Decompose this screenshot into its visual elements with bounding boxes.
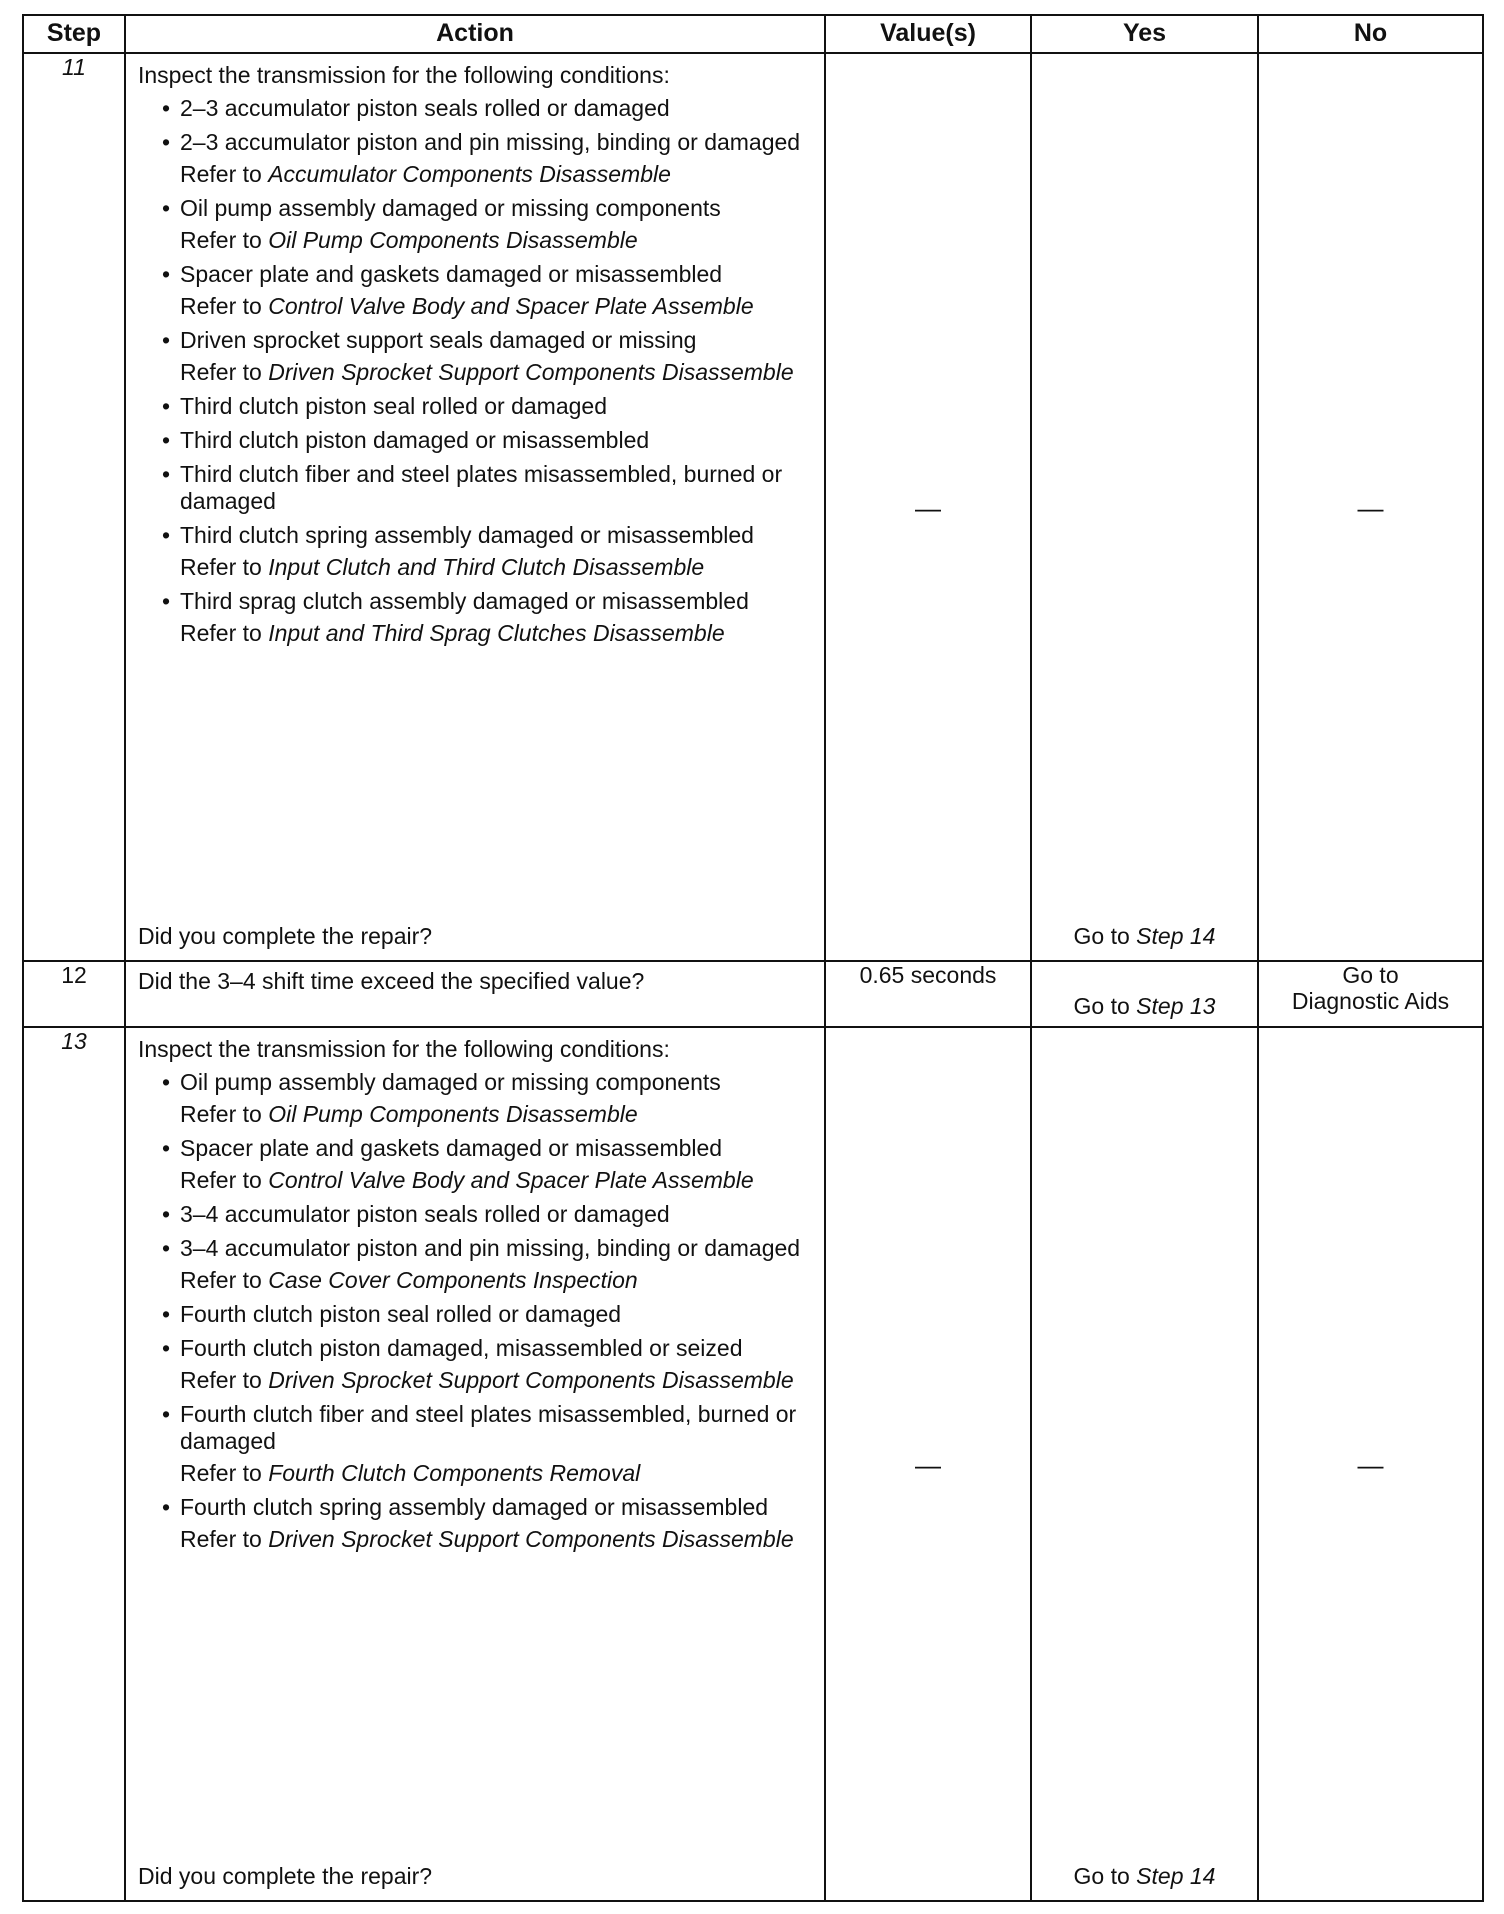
refer-to-line bbox=[160, 359, 814, 386]
shift-time-question: Did the 3–4 shift time exceed the specified value? bbox=[138, 968, 645, 994]
refer-prefix: Refer to bbox=[180, 161, 269, 187]
procedure-reference: Oil Pump Components Disassemble bbox=[268, 227, 638, 253]
procedure-reference: Input and Third Sprag Clutches Disassemble bbox=[268, 620, 725, 646]
goto-prefix: Go to bbox=[1073, 1863, 1130, 1889]
condition-item: • Third clutch piston seal rolled or damaged bbox=[160, 393, 814, 420]
condition-item: • Fourth clutch piston seal rolled or damaged bbox=[160, 1301, 814, 1328]
refer-prefix: Refer to bbox=[180, 620, 269, 646]
refer-to-line bbox=[160, 554, 814, 581]
condition-item: • Third clutch spring assembly damaged or misassembled bbox=[160, 522, 814, 549]
repair-question: Did you complete the repair? bbox=[138, 1863, 433, 1889]
no-cell bbox=[1258, 1027, 1483, 1901]
value-cell bbox=[825, 1027, 1031, 1901]
condition-item: • Spacer plate and gaskets damaged or misassembled bbox=[160, 261, 814, 288]
refer-to-line bbox=[160, 1367, 814, 1394]
condition-item: • Oil pump assembly damaged or missing components bbox=[160, 195, 814, 222]
diagnostic-table bbox=[22, 14, 1484, 1902]
refer-to-line bbox=[160, 1526, 814, 1553]
header-values: Value(s) bbox=[825, 15, 1031, 53]
condition-item: • Driven sprocket support seals damaged or missing bbox=[160, 327, 814, 354]
condition-item: • 3–4 accumulator piston seals rolled or damaged bbox=[160, 1201, 814, 1228]
header-yes: Yes bbox=[1031, 15, 1258, 53]
refer-prefix: Refer to bbox=[180, 1526, 269, 1552]
refer-to-line bbox=[160, 161, 814, 188]
value-dash: — bbox=[915, 493, 941, 523]
refer-to-line bbox=[160, 1101, 814, 1128]
refer-to-line bbox=[160, 227, 814, 254]
yes-goto bbox=[1032, 993, 1257, 1020]
refer-to-line bbox=[160, 1167, 814, 1194]
action-cell bbox=[125, 961, 825, 1027]
refer-prefix: Refer to bbox=[180, 293, 269, 319]
condition-item: • Third clutch piston damaged or misassembled bbox=[160, 427, 814, 454]
procedure-reference: Input Clutch and Third Clutch Disassemble bbox=[268, 554, 705, 580]
action-intro: Inspect the transmission for the following conditions: bbox=[138, 62, 670, 88]
goto-prefix: Go to bbox=[1073, 993, 1130, 1019]
no-dash: — bbox=[1357, 493, 1384, 523]
action-intro: Inspect the transmission for the following conditions: bbox=[138, 1036, 670, 1062]
procedure-reference: Control Valve Body and Spacer Plate Assemble bbox=[268, 1167, 754, 1193]
refer-prefix: Refer to bbox=[180, 227, 269, 253]
procedure-reference: Driven Sprocket Support Components Disassemble bbox=[268, 359, 794, 385]
goto-step-link: Step 13 bbox=[1136, 993, 1216, 1019]
header-row bbox=[23, 15, 1483, 53]
refer-prefix: Refer to bbox=[180, 554, 269, 580]
value-dash: — bbox=[915, 1450, 941, 1480]
condition-item: • Third clutch fiber and steel plates misassembled, burned or damaged bbox=[160, 461, 814, 515]
goto-step-link: Step 14 bbox=[1136, 923, 1216, 949]
refer-to-line bbox=[160, 620, 814, 647]
refer-prefix: Refer to bbox=[180, 1101, 269, 1127]
condition-list bbox=[138, 1069, 814, 1553]
step-number: 11 bbox=[23, 53, 125, 961]
header-no: No bbox=[1258, 15, 1483, 53]
value-cell bbox=[825, 53, 1031, 961]
refer-prefix: Refer to bbox=[180, 1267, 269, 1293]
no-dash: — bbox=[1357, 1450, 1384, 1480]
goto-prefix: Go to bbox=[1073, 923, 1130, 949]
step-number: 12 bbox=[23, 961, 125, 1027]
condition-item: • 2–3 accumulator piston seals rolled or damaged bbox=[160, 95, 814, 122]
table-row-step-13 bbox=[23, 1027, 1483, 1901]
procedure-reference: Control Valve Body and Spacer Plate Assemble bbox=[268, 293, 754, 319]
no-goto-line1: Go to bbox=[1342, 962, 1399, 988]
action-cell bbox=[125, 53, 825, 961]
condition-item: • Third sprag clutch assembly damaged or misassembled bbox=[160, 588, 814, 615]
yes-cell bbox=[1031, 53, 1258, 961]
condition-item: • 2–3 accumulator piston and pin missing, binding or damaged bbox=[160, 129, 814, 156]
table-row-step-12 bbox=[23, 961, 1483, 1027]
condition-item: • Fourth clutch spring assembly damaged or misassembled bbox=[160, 1494, 814, 1521]
refer-prefix: Refer to bbox=[180, 1460, 269, 1486]
refer-to-line bbox=[160, 1460, 814, 1487]
procedure-reference: Accumulator Components Disassemble bbox=[268, 161, 671, 187]
yes-cell bbox=[1031, 961, 1258, 1027]
procedure-reference: Fourth Clutch Components Removal bbox=[268, 1460, 641, 1486]
procedure-reference: Driven Sprocket Support Components Disassemble bbox=[268, 1526, 794, 1552]
procedure-reference: Case Cover Components Inspection bbox=[268, 1267, 638, 1293]
yes-goto bbox=[1032, 923, 1257, 950]
refer-prefix: Refer to bbox=[180, 1167, 269, 1193]
no-goto-line2: Diagnostic Aids bbox=[1291, 988, 1450, 1014]
no-cell bbox=[1258, 53, 1483, 961]
condition-item: • Fourth clutch piston damaged, misassembled or seized bbox=[160, 1335, 814, 1362]
no-cell bbox=[1258, 961, 1483, 1027]
table-row-step-11 bbox=[23, 53, 1483, 961]
condition-item: • Oil pump assembly damaged or missing components bbox=[160, 1069, 814, 1096]
refer-to-line bbox=[160, 293, 814, 320]
repair-question: Did you complete the repair? bbox=[138, 923, 433, 949]
step-number: 13 bbox=[23, 1027, 125, 1901]
refer-prefix: Refer to bbox=[180, 1367, 269, 1393]
condition-item: • Spacer plate and gaskets damaged or misassembled bbox=[160, 1135, 814, 1162]
goto-step-link: Step 14 bbox=[1136, 1863, 1216, 1889]
header-action: Action bbox=[125, 15, 825, 53]
condition-list bbox=[138, 95, 814, 647]
refer-to-line bbox=[160, 1267, 814, 1294]
condition-item: • Fourth clutch fiber and steel plates misassembled, burned or damaged bbox=[160, 1401, 814, 1455]
condition-item: • 3–4 accumulator piston and pin missing, binding or damaged bbox=[160, 1235, 814, 1262]
refer-prefix: Refer to bbox=[180, 359, 269, 385]
procedure-reference: Oil Pump Components Disassemble bbox=[268, 1101, 638, 1127]
value-cell: 0.65 seconds bbox=[825, 961, 1031, 1027]
yes-cell bbox=[1031, 1027, 1258, 1901]
action-cell bbox=[125, 1027, 825, 1901]
procedure-reference: Driven Sprocket Support Components Disassemble bbox=[268, 1367, 794, 1393]
yes-goto bbox=[1032, 1863, 1257, 1890]
header-step: Step bbox=[23, 15, 125, 53]
